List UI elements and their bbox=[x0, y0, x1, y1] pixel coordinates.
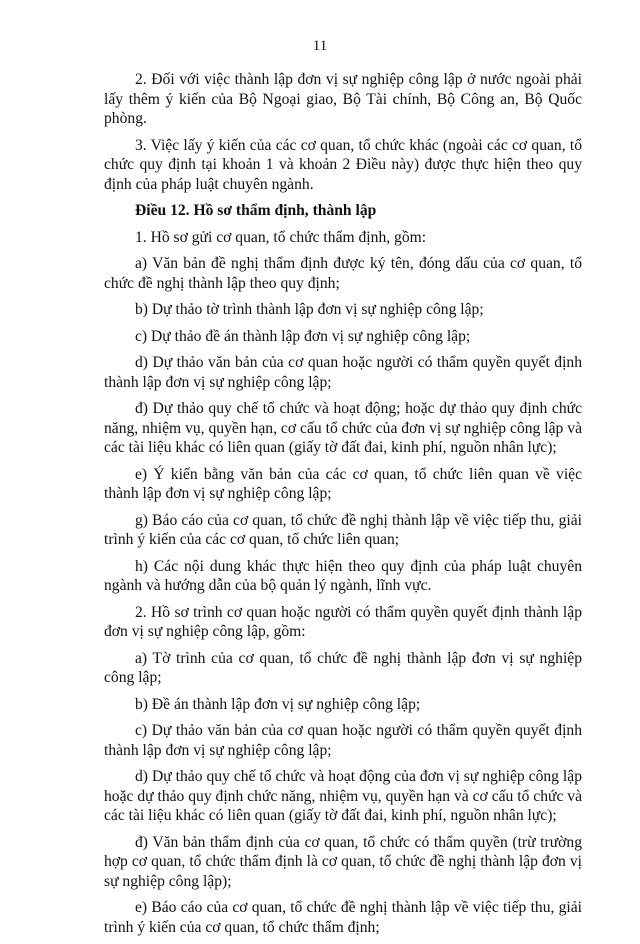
page-number: 11 bbox=[312, 38, 328, 54]
paragraph-item-c: c) Dự thảo đề án thành lập đơn vị sự nghiệp công lập; bbox=[135, 327, 471, 345]
paragraph-clause-2: 2. Đối với việc thành lập đơn vị sự nghiệp công lập ở nước ngoài phải lấy thêm ý kiến của Bộ Ngoại giao, Bộ Tài chính, Bộ Công an, Bộ Quốc phòng. bbox=[104, 71, 582, 127]
paragraph-item-a: a) Văn bản đề nghị thẩm định được ký tên, đóng dấu của cơ quan, tổ chức đề nghị thành lập theo quy định; bbox=[104, 255, 582, 292]
paragraph-item-b: b) Dự thảo tờ trình thành lập đơn vị sự nghiệp công lập; bbox=[135, 301, 484, 318]
paragraph-article-12-clause-2: 2. Hồ sơ trình cơ quan hoặc người có thẩm quyền quyết định thành lập đơn vị sự nghiệp công lập, gồm: bbox=[104, 603, 582, 640]
paragraph-item-e: e) Ý kiến bằng văn bản của các cơ quan, tổ chức liên quan về việc thành lập đơn vị sự nghiệp công lập; bbox=[104, 465, 582, 502]
article-12-heading: Điều 12. Hồ sơ thẩm định, thành lập bbox=[135, 202, 377, 219]
paragraph-article-12-clause-1: 1. Hồ sơ gửi cơ quan, tổ chức thẩm định, gồm: bbox=[135, 228, 427, 246]
paragraph-item-d: d) Dự thảo văn bản của cơ quan hoặc người có thẩm quyền quyết định thành lập đơn vị sự nghiệp công lập; bbox=[104, 354, 582, 391]
document-body bbox=[104, 70, 582, 944]
paragraph-item-dd-2: đ) Văn bản thẩm định của cơ quan, tổ chức có thẩm quyền (trừ trường hợp cơ quan, tổ chức thẩm định là cơ quan, tổ chức đề nghị thành lập đơn vị sự nghiệp công lập); bbox=[104, 833, 582, 890]
paragraph-item-a-2: a) Tờ trình của cơ quan, tổ chức đề nghị thành lập đơn vị sự nghiệp công lập; bbox=[104, 649, 582, 686]
paragraph-item-b-2: b) Đề án thành lập đơn vị sự nghiệp công lập; bbox=[135, 695, 421, 713]
paragraph-item-e-2: e) Báo cáo của cơ quan, tổ chức đề nghị thành lập về việc tiếp thu, giải trình ý kiến của cơ quan, tổ chức thẩm định; bbox=[104, 899, 582, 936]
paragraph-item-d-2: d) Dự thảo quy chế tổ chức và hoạt động của đơn vị sự nghiệp công lập hoặc dự thảo quy định chức năng, nhiệm vụ, quyền hạn và cơ cấu tổ chức và các tài liệu khác có liên quan (giấy tờ đất đai, kinh phí, nguồn nhân lực); bbox=[104, 768, 582, 824]
paragraph-item-dd: đ) Dự thảo quy chế tổ chức và hoạt động; hoặc dự thảo quy định chức năng, nhiệm vụ, quyền hạn, cơ cấu tổ chức của đơn vị sự nghiệp công lập và các tài liệu khác có liên quan (giấy tờ đất đai, kinh phí, nguồn nhân lực); bbox=[104, 400, 582, 456]
paragraph-item-h: h) Các nội dung khác thực hiện theo quy định của pháp luật chuyên ngành và hướng dẫn của bộ quản lý ngành, lĩnh vực. bbox=[104, 557, 582, 594]
paragraph-item-g: g) Báo cáo của cơ quan, tổ chức đề nghị thành lập về việc tiếp thu, giải trình ý kiến của các cơ quan, tổ chức liên quan; bbox=[104, 511, 582, 548]
paragraph-clause-3: 3. Việc lấy ý kiến của các cơ quan, tổ chức khác (ngoài các cơ quan, tổ chức quy định tại khoản 1 và khoản 2 Điều này) được thực hiện theo quy định của pháp luật chuyên ngành. bbox=[104, 136, 582, 193]
paragraph-item-c-2: c) Dự thảo văn bản của cơ quan hoặc người có thẩm quyền quyết định thành lập đơn vị sự nghiệp công lập; bbox=[104, 722, 582, 759]
